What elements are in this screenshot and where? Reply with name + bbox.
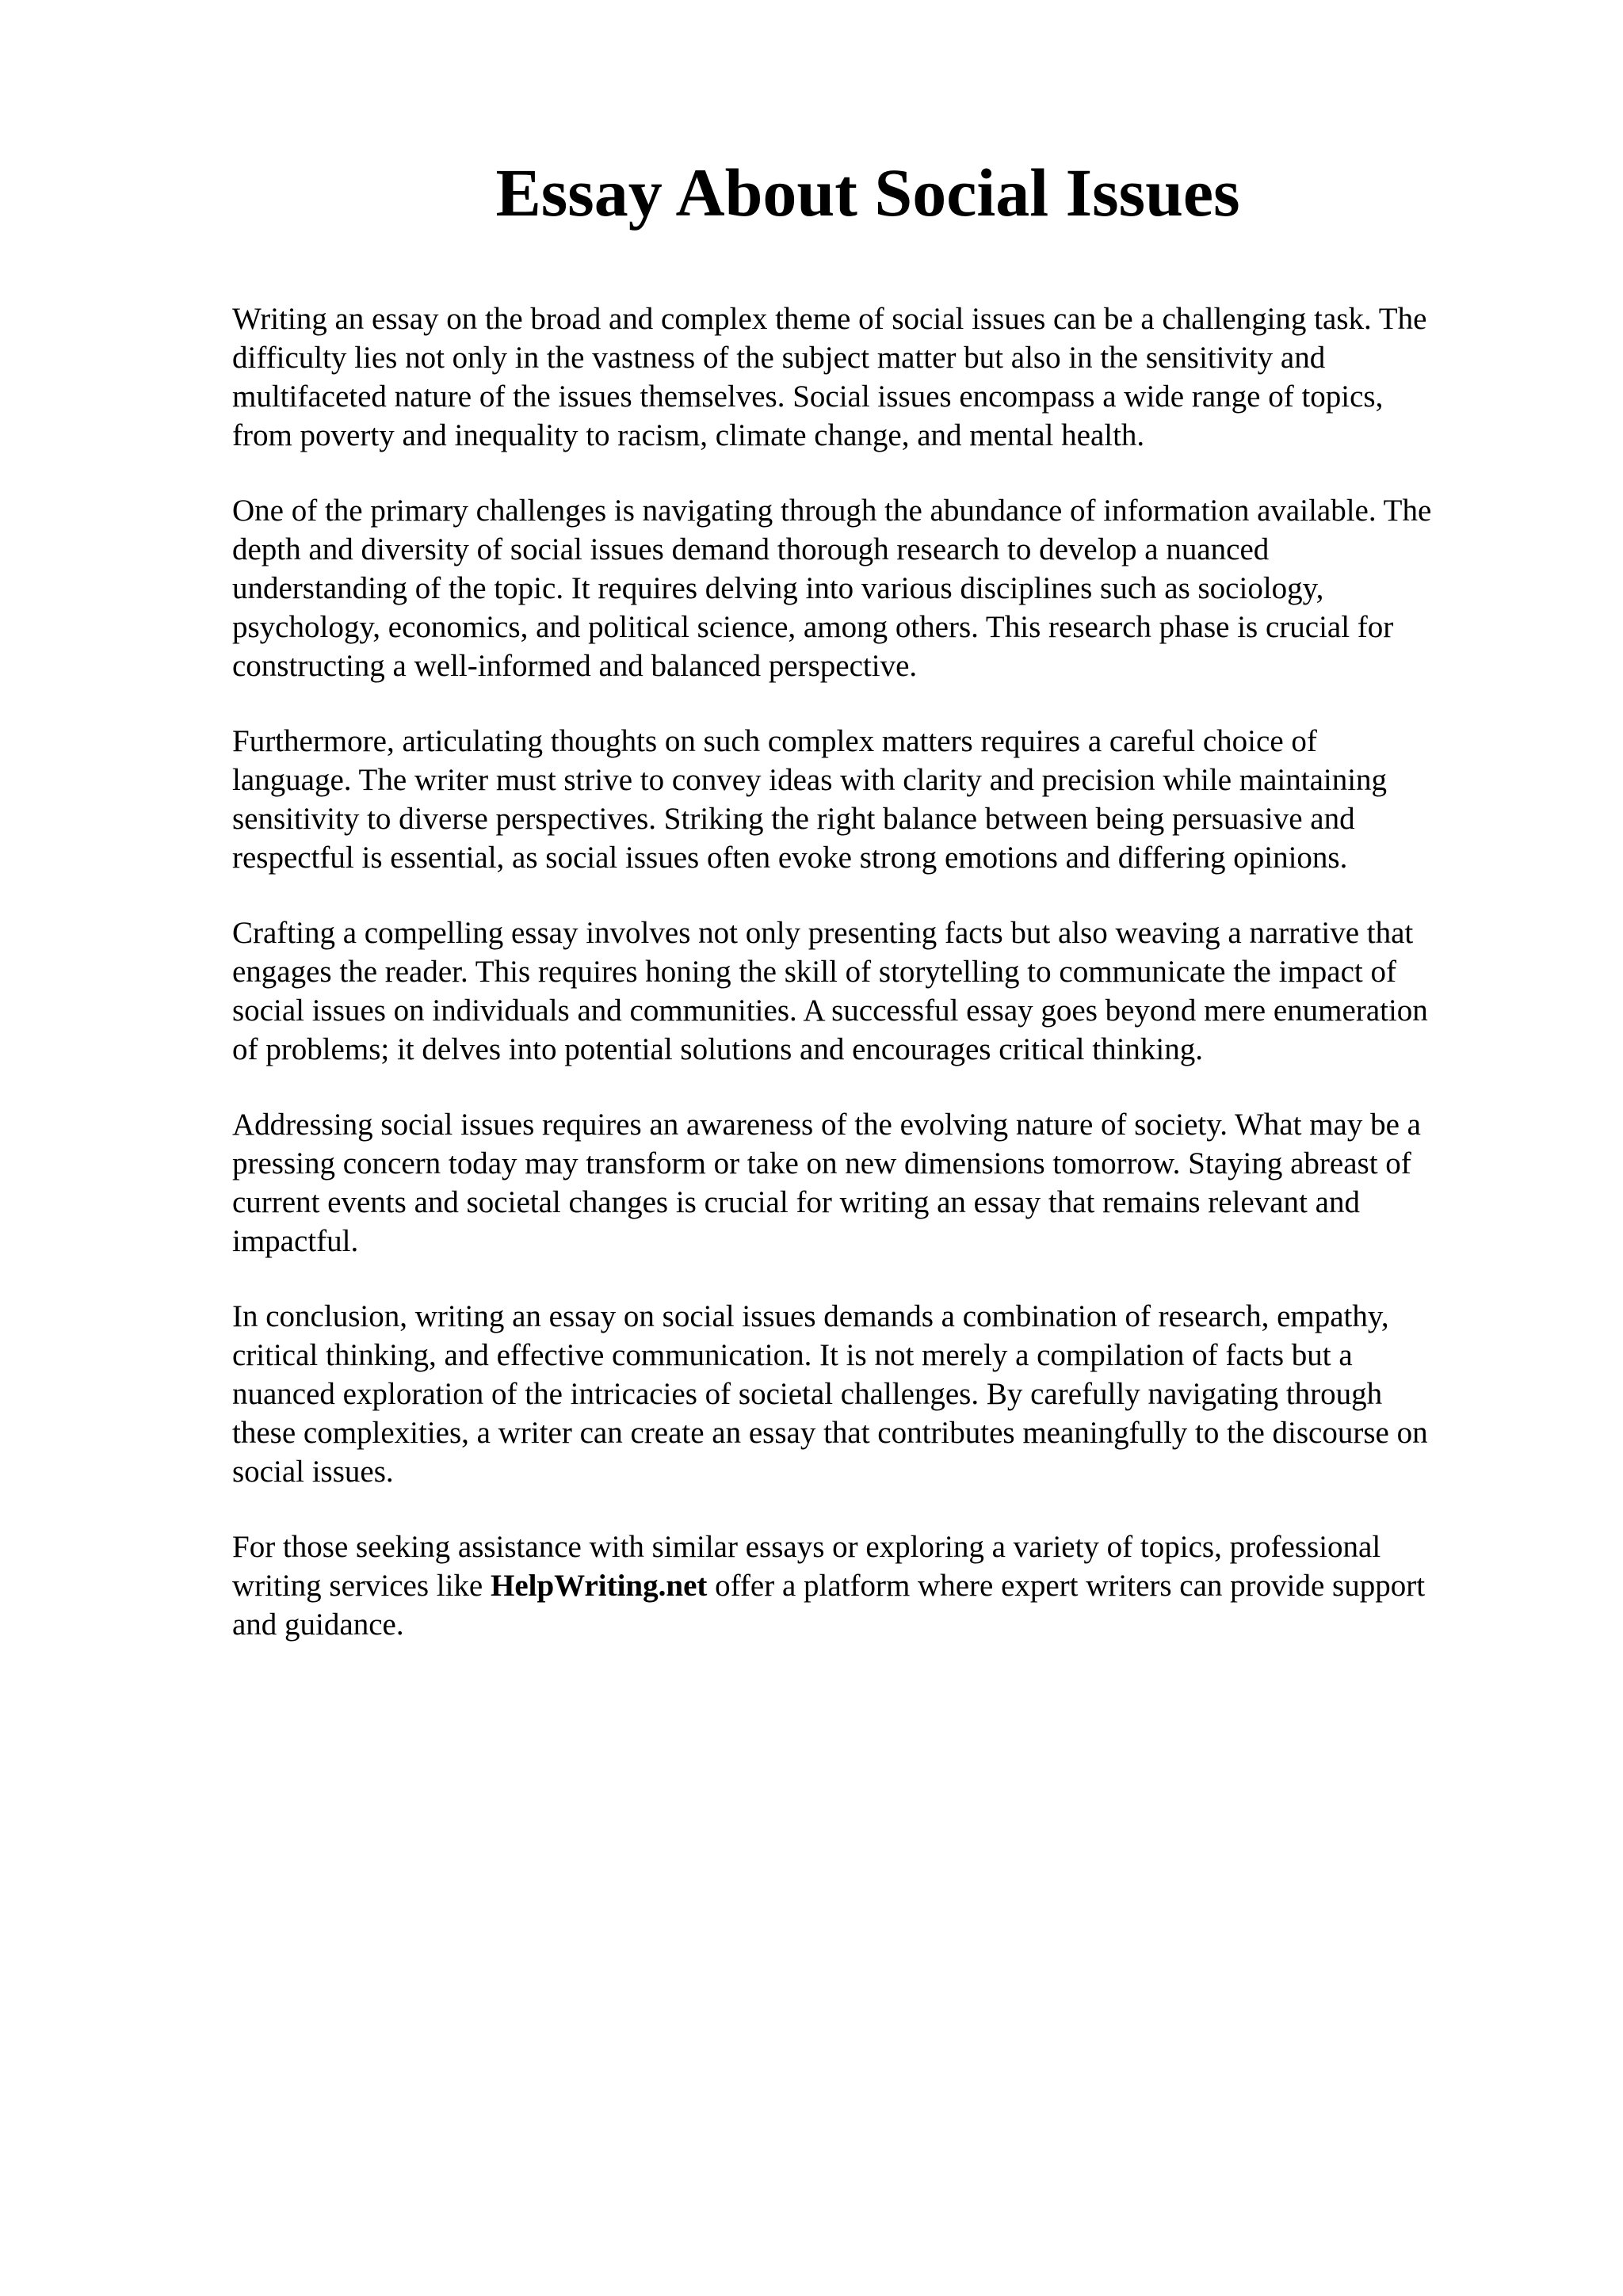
paragraph-line: impactful.: [232, 1224, 359, 1258]
paragraph-line: For those seeking assistance with similar essays or exploring a variety of topics, professional: [232, 1530, 1381, 1564]
paragraph-line: In conclusion, writing an essay on social issues demands a combination of research, empathy,: [232, 1299, 1389, 1333]
line-text-before-brand: writing services like: [232, 1569, 491, 1603]
document-title: Essay About Social Issues: [495, 154, 1240, 231]
paragraph-line: constructing a well-informed and balanced perspective.: [232, 649, 918, 683]
paragraph-line: multifaceted nature of the issues themselves. Social issues encompass a wide range of topics,: [232, 379, 1384, 414]
paragraph-line: psychology, economics, and political science, among others. This research phase is crucial for: [232, 610, 1394, 644]
paragraph-7: [232, 1527, 1532, 1644]
paragraph-6: [232, 1297, 1532, 1491]
paragraph-4: [232, 913, 1532, 1069]
paragraph-line: sensitivity to diverse perspectives. Striking the right balance between being persuasive and: [232, 802, 1355, 836]
paragraph-line: of problems; it delves into potential solutions and encourages critical thinking.: [232, 1032, 1203, 1066]
paragraph-line: current events and societal changes is crucial for writing an essay that remains relevant and: [232, 1185, 1360, 1219]
document-body: [232, 299, 1532, 1680]
paragraph-line: engages the reader. This requires honing the skill of storytelling to communicate the impact of: [232, 955, 1396, 989]
paragraph-line: One of the primary challenges is navigating through the abundance of information available. The: [232, 494, 1432, 528]
paragraph-line-with-brand: [232, 1566, 1532, 1605]
paragraph-line: Crafting a compelling essay involves not only presenting facts but also weaving a narrative that: [232, 916, 1414, 950]
paragraph-line: from poverty and inequality to racism, climate change, and mental health.: [232, 418, 1145, 452]
paragraph-line: Addressing social issues requires an awareness of the evolving nature of society. What may be a: [232, 1108, 1421, 1142]
paragraph-line: language. The writer must strive to convey ideas with clarity and precision while maintaining: [232, 763, 1388, 797]
paragraph-line: Writing an essay on the broad and complex theme of social issues can be a challenging task. The: [232, 302, 1427, 336]
paragraph-line: respectful is essential, as social issues often evoke strong emotions and differing opinions.: [232, 841, 1348, 875]
paragraph-line: understanding of the topic. It requires delving into various disciplines such as sociology,: [232, 571, 1324, 605]
paragraph-line: critical thinking, and effective communication. It is not merely a compilation of facts but a: [232, 1338, 1353, 1372]
paragraph-line: these complexities, a writer can create an essay that contributes meaningfully to the discourse on: [232, 1416, 1428, 1450]
paragraph-3: [232, 722, 1532, 877]
paragraph-line: Furthermore, articulating thoughts on such complex matters requires a careful choice of: [232, 724, 1317, 758]
paragraph-line: social issues on individuals and communities. A successful essay goes beyond mere enumeration: [232, 994, 1428, 1028]
paragraph-line: nuanced exploration of the intricacies of societal challenges. By carefully navigating through: [232, 1377, 1383, 1411]
paragraph-line: depth and diversity of social issues demand thorough research to develop a nuanced: [232, 532, 1270, 566]
line-text-after-brand: offer a platform where expert writers can provide support: [707, 1569, 1426, 1603]
paragraph-line: difficulty lies not only in the vastness of the subject matter but also in the sensitivity and: [232, 341, 1326, 375]
paragraph-1: [232, 299, 1532, 455]
paragraph-line: social issues.: [232, 1455, 394, 1489]
paragraph-line: pressing concern today may transform or take on new dimensions tomorrow. Staying abreast of: [232, 1146, 1411, 1180]
paragraph-5: [232, 1105, 1532, 1261]
paragraph-line: and guidance.: [232, 1608, 404, 1642]
paragraph-2: [232, 491, 1532, 685]
brand-name: HelpWriting.net: [491, 1569, 708, 1603]
